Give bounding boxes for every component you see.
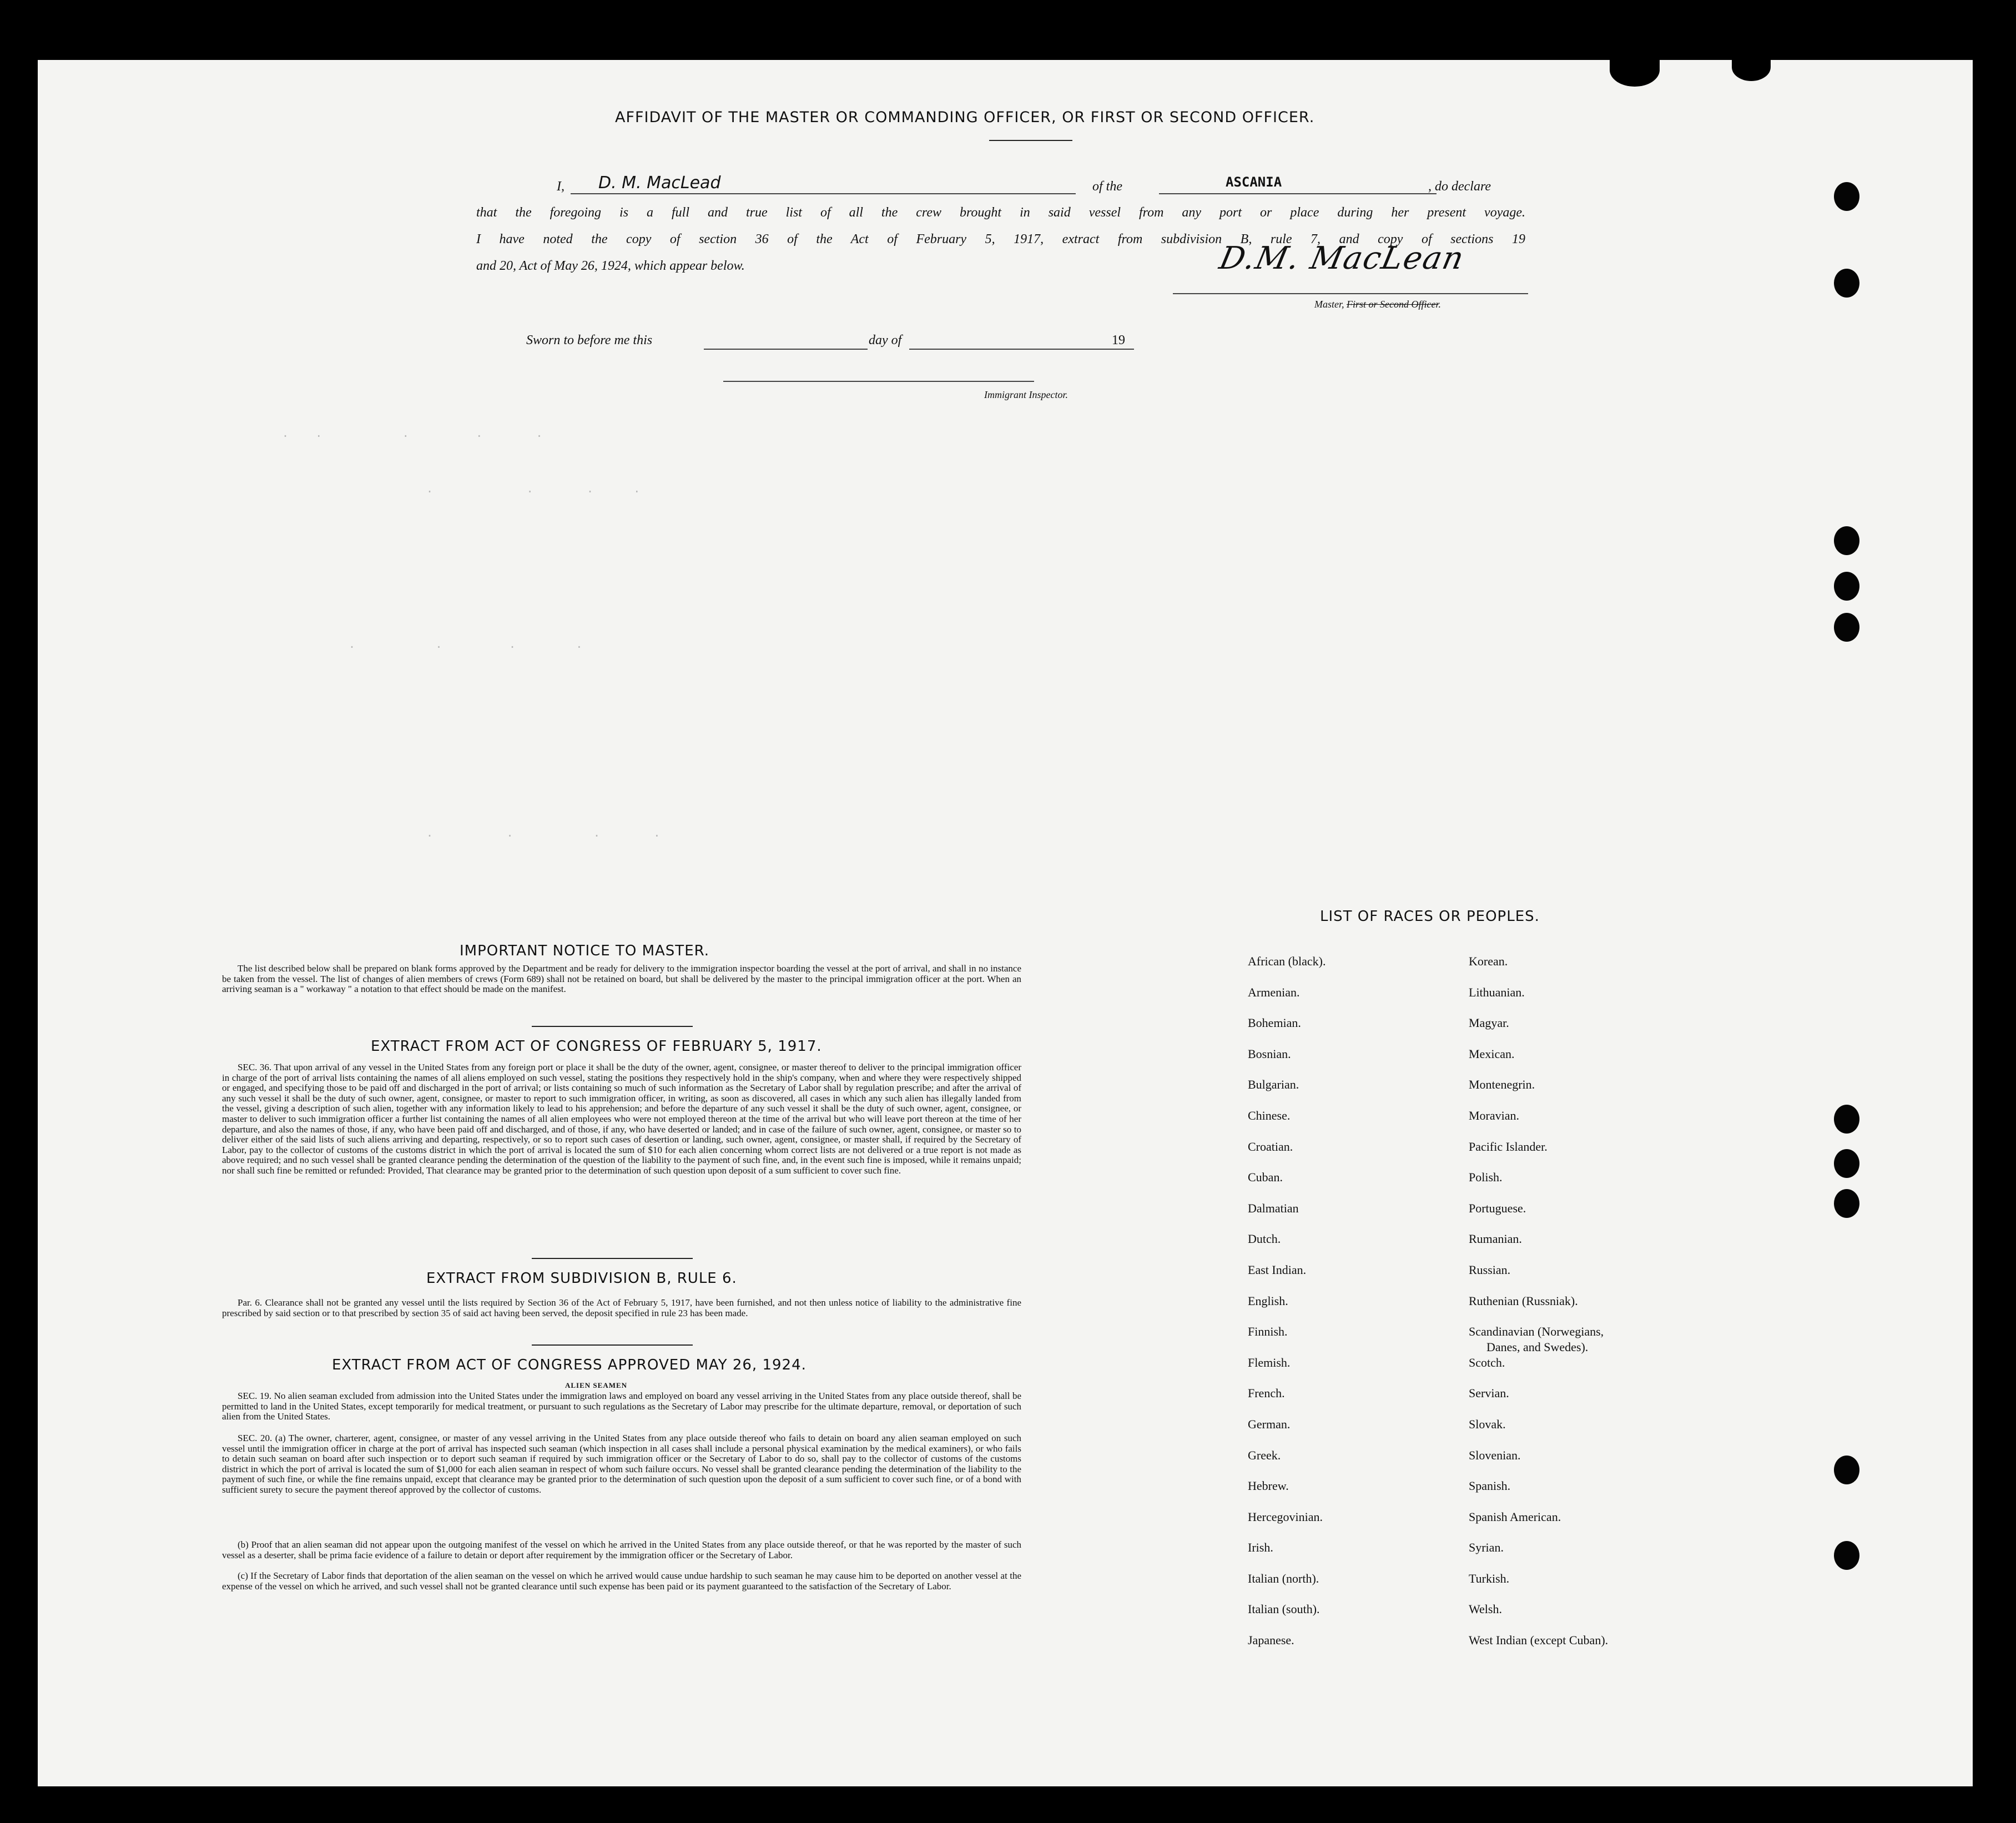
torn-edge-notch	[1610, 53, 1660, 87]
race-item: Italian (south).	[1248, 1602, 1320, 1616]
punch-hole	[1834, 1105, 1859, 1134]
race-item: Syrian.	[1469, 1540, 1504, 1555]
races-heading: LIST OF RACES OR PEOPLES.	[1320, 908, 1540, 925]
rule6-heading: EXTRACT FROM SUBDIVISION B, RULE 6.	[426, 1270, 737, 1287]
rule6-body: Par. 6. Clearance shall not be granted any vessel until the lists required by Section 36 of the Act of February 5, 1917, have been furnished, and not then unless notice of liability to the administrative fine prescribed by said section or to that prescribed by section 35 of said act having been served, the deposit specified in rule 23 has been made.	[222, 1297, 1021, 1318]
sworn-prefix: Sworn to before me this	[526, 333, 653, 348]
race-item: Moravian.	[1469, 1108, 1520, 1122]
race-item: Italian (north).	[1248, 1571, 1319, 1585]
race-item: Portuguese.	[1469, 1201, 1526, 1215]
race-item: Bulgarian.	[1248, 1077, 1299, 1092]
race-item: English.	[1248, 1293, 1288, 1308]
race-item: Greek.	[1248, 1448, 1281, 1462]
affidavit-heading-rule	[989, 140, 1072, 141]
punch-hole	[1834, 1541, 1859, 1570]
vessel-name-field: ASCANIA	[1226, 174, 1282, 190]
notice-rule	[532, 1026, 693, 1027]
punch-hole	[1834, 526, 1859, 555]
signature-caption-master: Master,	[1314, 299, 1344, 310]
race-item: Bohemian.	[1248, 1016, 1301, 1030]
race-item: Dalmatian	[1248, 1201, 1299, 1215]
race-item: African (black).	[1248, 954, 1326, 968]
master-name-line	[571, 193, 1076, 194]
races-left-column	[1248, 946, 1325, 1656]
races-right-column	[1469, 946, 1608, 1656]
race-item: Turkish.	[1469, 1571, 1510, 1585]
extract-1924-subheading: ALIEN SEAMEN	[565, 1381, 628, 1389]
race-item: Mexican.	[1469, 1046, 1515, 1061]
document-page: . . . . . . . . . . . . . . . . . AFFIDAVIT OF THE MASTER OR COMMANDING OFFICER, OR FIRST OR SECOND OFFICER. I, D. M. MacLead of the ASCANIA , do declare that the foregoing is a full and true list of all the crew brought in said vessel from any port or place during her present voyage. I have noted the copy of section 36 of the Act of February 5, 1917, extract from subdivision B, rule 7, and copy of sections 19 and 20, Act of May 26, 1924, which appear below. D.M. MacLean Master, First or Second Officer. Sworn to before me this day of 19 Immigrant Inspector. IMPORTANT NOTICE TO MASTER. The list described below shall be prepared on blank forms approved by the Department and be ready for delivery to the immigration inspector boarding the vessel at the port of arrival, and shall in no instance be taken from the vessel. The list of changes of alien members of crews (Form 689) shall not be retained on board, but shall be delivered by the master to the principal immigration officer at the port. When an arriving seaman is a " workaway " a notation to that effect should be made on the manifest. EXTRACT FROM ACT OF CONGRESS OF FEBRUARY 5, 1917. SEC. 36. That upon arrival of any vessel in the United States from any foreign port or place it shall be the duty of the owner, agent, consignee, or master thereof to deliver to the principal immigration officer in charge of the port of arrival lists containing the names of all aliens employed on such vessel, stating the positions they respectively hold in the ship's company, when and where they were respectively shipped or engaged, and specifying those to be paid off and discharged in the port of arrival; or lists containing so much of such information as the Secretary of Labor shall by regulation prescribe; and after the arrival of any such vessel it shall be the duty of such owner, agent, consignee, or master to report to such immigration officer, in writing, as soon as discovered, all cases in which any such alien has illegally landed from the vessel, giving a description of such alien, together with any information likely to lead to his apprehension; and before the departure of any such vessel it shall be the duty of such owner, agent, consignee, or master to deliver to such immigration officer a further list containing the names of all alien employees who were not employed thereon at the time of the arrival but who will leave port thereon at the time of her departure, and also the names of those, if any, who have been paid off and discharged, and of those, if any, who have deserted or landed; and in case of the failure of such owner, agent, consignee, or master so to deliver either of the said lists of such aliens arriving and departing, respectively, or so to report such cases of desertion or landing, such owner, agent, consignee, or master shall, if required by the Secretary of Labor, pay to the collector of customs of the customs district in which the port of arrival is located the sum of $10 for each alien concerning whom correct lists are not delivered or a true report is not made as above required; and no such vessel shall be granted clearance pending the determination of the question of the liability to the payment of such fine, and, in the event such fine is imposed, while it remains unpaid; nor shall such fine be remitted or refunded: Provided, That clearance may be granted prior to the determination of such question upon deposit of a sum sufficient to cover such fine. EXTRACT FROM SUBDIVISION B, RULE 6. Par. 6. Clearance shall not be granted any vessel until the lists required by Section 36 of the Act of February 5, 1917, have been furnished, and not then unless notice of liability to the administrative fine prescribed by said section or to that prescribed by section 35 of said act having been served, the deposit specified in rule 23 has been made. EXTRACT FROM ACT OF CONGRESS APPROVED MAY 26, 1924. ALIEN SEAMEN SEC. 19. No alien seaman excluded from admission into the United States under the immigration laws and employed on board any vessel arriving in the United States from any place outside thereof, shall be permitted to land in the United States, except temporarily for medical treatment, or pursuant to such regulations as the Secretary of Labor may prescribe for the ultimate departure, removal, or deportation of such alien from the United States. SEC. 20. (a) The owner, charterer, agent, consignee, or master of any vessel arriving in the United States from any place outside thereof who fails to detain on board any alien seaman employed on such vessel until the immigration officer in charge at the port of arrival has inspected such seaman (which inspection in all cases shall include a personal physical examination by the medical examiners), or who fails to detain such seaman on board after such inspection or to deport such seaman if required by such immigration officer or the Secretary of Labor to do so, shall pay to the collector of customs of the customs district in which the port of arrival is located the sum of $1,000 for each alien seaman in respect of whom such failure occurs. No vessel shall be granted clearance pending the determination of the liability to the payment of such fine, or while the fine remains unpaid, except that clearance may be granted prior to the determination of such question upon the deposit of a sum sufficient to cover such fine, or of a bond with sufficient surety to secure the payment thereof approved by the collector of customs. (b) Proof that an alien seaman did not appear upon the outgoing manifest of the vessel on which he arrived in the United States from any place outside thereof, or that he was reported by the master of such vessel as a deserter, shall be prima facie evidence of a failure to detain or deport after requirement by the immigration officer or the Secretary of Labor. (c) If the Secretary of Labor finds that deportation of the alien seaman on the vessel on which he arrived would cause undue hardship to such seaman he may cause him to be deported on another vessel at the expense of the vessel on which he arrived, and such vessel shall not be granted clearance until such expense has been paid or its payment guaranteed to the satisfaction of the Secretary of Labor. LIST OF RACES OR PEOPLES. African (black). Armenian. Bohemian. Bosnian. Bulgarian. Chinese. Croatian. Cuban. Dalmatian Dutch. East Indian. English. Finnish. Flemish. French. German. Greek. Hebrew. Hercegovinian. Irish. Italian (north). Italian (south). Japanese. Korean. Lithuanian. Magyar. Mexican. Montenegrin. Moravian. Pacific Islander. Polish. Portuguese. Rumanian. Russian. Ruthenian (Russniak). Scandinavian (Norwegians, Scotch. Servian. Slovak. Slovenian. Spanish. Spanish American. Syrian. Turkish. Welsh. West Indian (except Cuban). Danes, and Swedes).	[38, 60, 1973, 1786]
extract-1917-rule	[532, 1258, 693, 1259]
race-item: Magyar.	[1469, 1016, 1509, 1030]
affidavit-line-2: I have noted the copy of section 36 of the Act of February 5, 1917, extract from subdivision B, rule 7, and copy of sections 19	[476, 232, 1525, 246]
race-item: Welsh.	[1469, 1602, 1502, 1616]
inspector-caption: Immigrant Inspector.	[984, 389, 1068, 400]
race-item: Spanish American.	[1469, 1509, 1561, 1524]
race-item: Lithuanian.	[1469, 985, 1525, 999]
race-item: East Indian.	[1248, 1262, 1307, 1277]
race-item-continuation: Danes, and Swedes).	[1486, 1340, 1589, 1354]
master-name-field: D. M. MacLead	[598, 173, 721, 193]
vessel-name-line	[1159, 193, 1437, 194]
punch-hole	[1834, 182, 1859, 211]
master-signature: D.M. MacLean	[1216, 240, 1468, 276]
race-item: German.	[1248, 1417, 1291, 1431]
affidavit-do-declare: , do declare	[1428, 179, 1491, 194]
race-item: Chinese.	[1248, 1108, 1291, 1122]
race-item: Croatian.	[1248, 1139, 1293, 1154]
race-item: Cuban.	[1248, 1170, 1283, 1185]
race-item: Servian.	[1469, 1386, 1509, 1401]
sworn-month-line	[909, 349, 1134, 350]
race-item: Ruthenian (Russniak).	[1469, 1293, 1578, 1308]
race-item: Slovenian.	[1469, 1448, 1521, 1462]
race-item: Rumanian.	[1469, 1232, 1522, 1246]
race-item: Armenian.	[1248, 985, 1300, 999]
signature-caption: Master, First or Second Officer.	[1314, 299, 1441, 310]
race-item: Slovak.	[1469, 1417, 1506, 1431]
race-item: Finnish.	[1248, 1325, 1288, 1339]
extract-1924-sec20b: (b) Proof that an alien seaman did not appear upon the outgoing manifest of the vessel on which he arrived in the United States from any place outside thereof, or that he was reported by the master of such vessel as a deserter, shall be prima facie evidence of a failure to detain or deport after requirement by the immigration officer or the Secretary of Labor.	[222, 1539, 1021, 1560]
sworn-day-line	[704, 349, 868, 350]
race-item: Bosnian.	[1248, 1046, 1291, 1061]
race-item: Dutch.	[1248, 1232, 1281, 1246]
notice-heading: IMPORTANT NOTICE TO MASTER.	[460, 943, 710, 959]
sworn-day-of: day of	[869, 333, 902, 348]
race-item: Montenegrin.	[1469, 1077, 1535, 1092]
race-item: Scotch.	[1469, 1355, 1505, 1369]
race-item: Pacific Islander.	[1469, 1139, 1548, 1154]
rule6-rule	[532, 1344, 693, 1346]
punch-hole	[1834, 572, 1859, 601]
notice-body: The list described below shall be prepared on blank forms approved by the Department and be ready for delivery to the immigration inspector boarding the vessel at the port of arrival, and shall in no instance be taken from the vessel. The list of changes of alien members of crews (Form 689) shall not be retained on board, but shall be delivered by the master to the principal immigration officer at the port. When an arriving seaman is a " workaway " a notation to that effect should be made on the manifest.	[222, 963, 1021, 995]
extract-1917-heading: EXTRACT FROM ACT OF CONGRESS OF FEBRUARY 5, 1917.	[371, 1038, 822, 1055]
race-item: Korean.	[1469, 954, 1508, 968]
extract-1924-sec19: SEC. 19. No alien seaman excluded from admission into the United States under the immigration laws and employed on board any vessel arriving in the United States from any place outside thereof, shall be permitted to land in the United States, except temporarily for medical treatment, or pursuant to such regulations as the Secretary of Labor may prescribe for the ultimate departure, removal, or deportation of such alien from the United States.	[222, 1391, 1021, 1422]
affidavit-line-1: that the foregoing is a full and true list of all the crew brought in said vessel from any port or place during her present voyage.	[476, 205, 1525, 220]
extract-1924-heading: EXTRACT FROM ACT OF CONGRESS APPROVED MAY 26, 1924.	[332, 1357, 807, 1373]
inspector-line	[723, 381, 1034, 382]
extract-1924-sec20c: (c) If the Secretary of Labor finds that deportation of the alien seaman on the vessel on which he arrived would cause undue hardship to such seaman he may cause him to be deported on another vessel at the expense of the vessel on which he arrived, and such vessel shall not be granted clearance until such expense has been paid or its payment guaranteed to the satisfaction of the Secretary of Labor.	[222, 1570, 1021, 1592]
race-item: Hebrew.	[1248, 1479, 1289, 1493]
race-item: West Indian (except Cuban).	[1469, 1633, 1609, 1648]
race-item: Scandinavian (Norwegians,	[1469, 1325, 1604, 1339]
punch-hole	[1834, 269, 1859, 298]
affidavit-of-the: of the	[1092, 179, 1122, 194]
affidavit-line-3: and 20, Act of May 26, 1924, which appear below.	[476, 259, 745, 273]
sworn-year: 19	[1112, 333, 1125, 348]
race-item: Japanese.	[1248, 1633, 1294, 1648]
affidavit-heading: AFFIDAVIT OF THE MASTER OR COMMANDING OFFICER, OR FIRST OR SECOND OFFICER.	[615, 109, 1315, 126]
punch-hole	[1834, 613, 1859, 642]
affidavit-intro: I,	[557, 179, 565, 194]
race-item: Flemish.	[1248, 1355, 1291, 1369]
race-item: Hercegovinian.	[1248, 1509, 1323, 1524]
extract-1924-sec20a: SEC. 20. (a) The owner, charterer, agent, consignee, or master of any vessel arriving in the United States from any place outside thereof who fails to detain on board any alien seaman employed on such vessel until the immigration officer in charge at the port of arrival has inspected such seaman (which inspection in all cases shall include a personal physical examination by the medical examiners), or who fails to detain such seaman on board after such inspection or to deport such seaman if required by such immigration officer or the Secretary of Labor to do so, shall pay to the collector of customs of the customs district in which the port of arrival is located the sum of $1,000 for each alien seaman in respect of whom such failure occurs. No vessel shall be granted clearance pending the determination of the liability to the payment of such fine, or while the fine remains unpaid, except that clearance may be granted prior to the determination of such question upon the deposit of a sum sufficient to cover such fine, or of a bond with sufficient surety to secure the payment thereof approved by the collector of customs.	[222, 1433, 1021, 1495]
punch-hole	[1834, 1149, 1859, 1178]
punch-hole	[1834, 1189, 1859, 1218]
race-item: Irish.	[1248, 1540, 1273, 1555]
extract-1917-body: SEC. 36. That upon arrival of any vessel in the United States from any foreign port or place it shall be the duty of the owner, agent, consignee, or master thereof to deliver to the principal immigration officer in charge of the port of arrival lists containing the names of all aliens employed on such vessel, stating the positions they respectively hold in the ship's company, when and where they were respectively shipped or engaged, and specifying those to be paid off and discharged in the port of arrival; or lists containing so much of such information as the Secretary of Labor shall by regulation prescribe; and after the arrival of any such vessel it shall be the duty of such owner, agent, consignee, or master to report to such immigration officer, in writing, as soon as discovered, all cases in which any such alien has illegally landed from the vessel, giving a description of such alien, together with any information likely to lead to his apprehension; and before the departure of any such vessel it shall be the duty of such owner, agent, consignee, or master to deliver to such immigration officer a further list containing the names of all alien employees who were not employed thereon at the time of the arrival but who will leave port thereon at the time of her departure, and also the names of those, if any, who have been paid off and discharged, and of those, if any, who have deserted or landed; and in case of the failure of such owner, agent, consignee, or master so to deliver either of the said lists of such aliens arriving and departing, respectively, or so to report such cases of desertion or landing, such owner, agent, consignee, or master shall, if required by the Secretary of Labor, pay to the collector of customs of the customs district in which the port of arrival is located the sum of $10 for each alien concerning whom correct lists are not delivered or a true report is not made as above required; and no such vessel shall be granted clearance pending the determination of the question of the liability to the payment of such fine, and, in the event such fine is imposed, while it remains unpaid; nor shall such fine be remitted or refunded: Provided, That clearance may be granted prior to the determination of such question upon deposit of a sum sufficient to cover such fine.	[222, 1062, 1021, 1176]
race-item: Polish.	[1469, 1170, 1503, 1185]
punch-hole	[1834, 1456, 1859, 1484]
race-item: Russian.	[1469, 1262, 1511, 1277]
signature-line	[1173, 293, 1528, 294]
race-item: Spanish.	[1469, 1479, 1511, 1493]
race-item: French.	[1248, 1386, 1285, 1401]
torn-edge-notch	[1732, 53, 1771, 81]
signature-caption-struck: First or Second Officer	[1347, 299, 1439, 310]
